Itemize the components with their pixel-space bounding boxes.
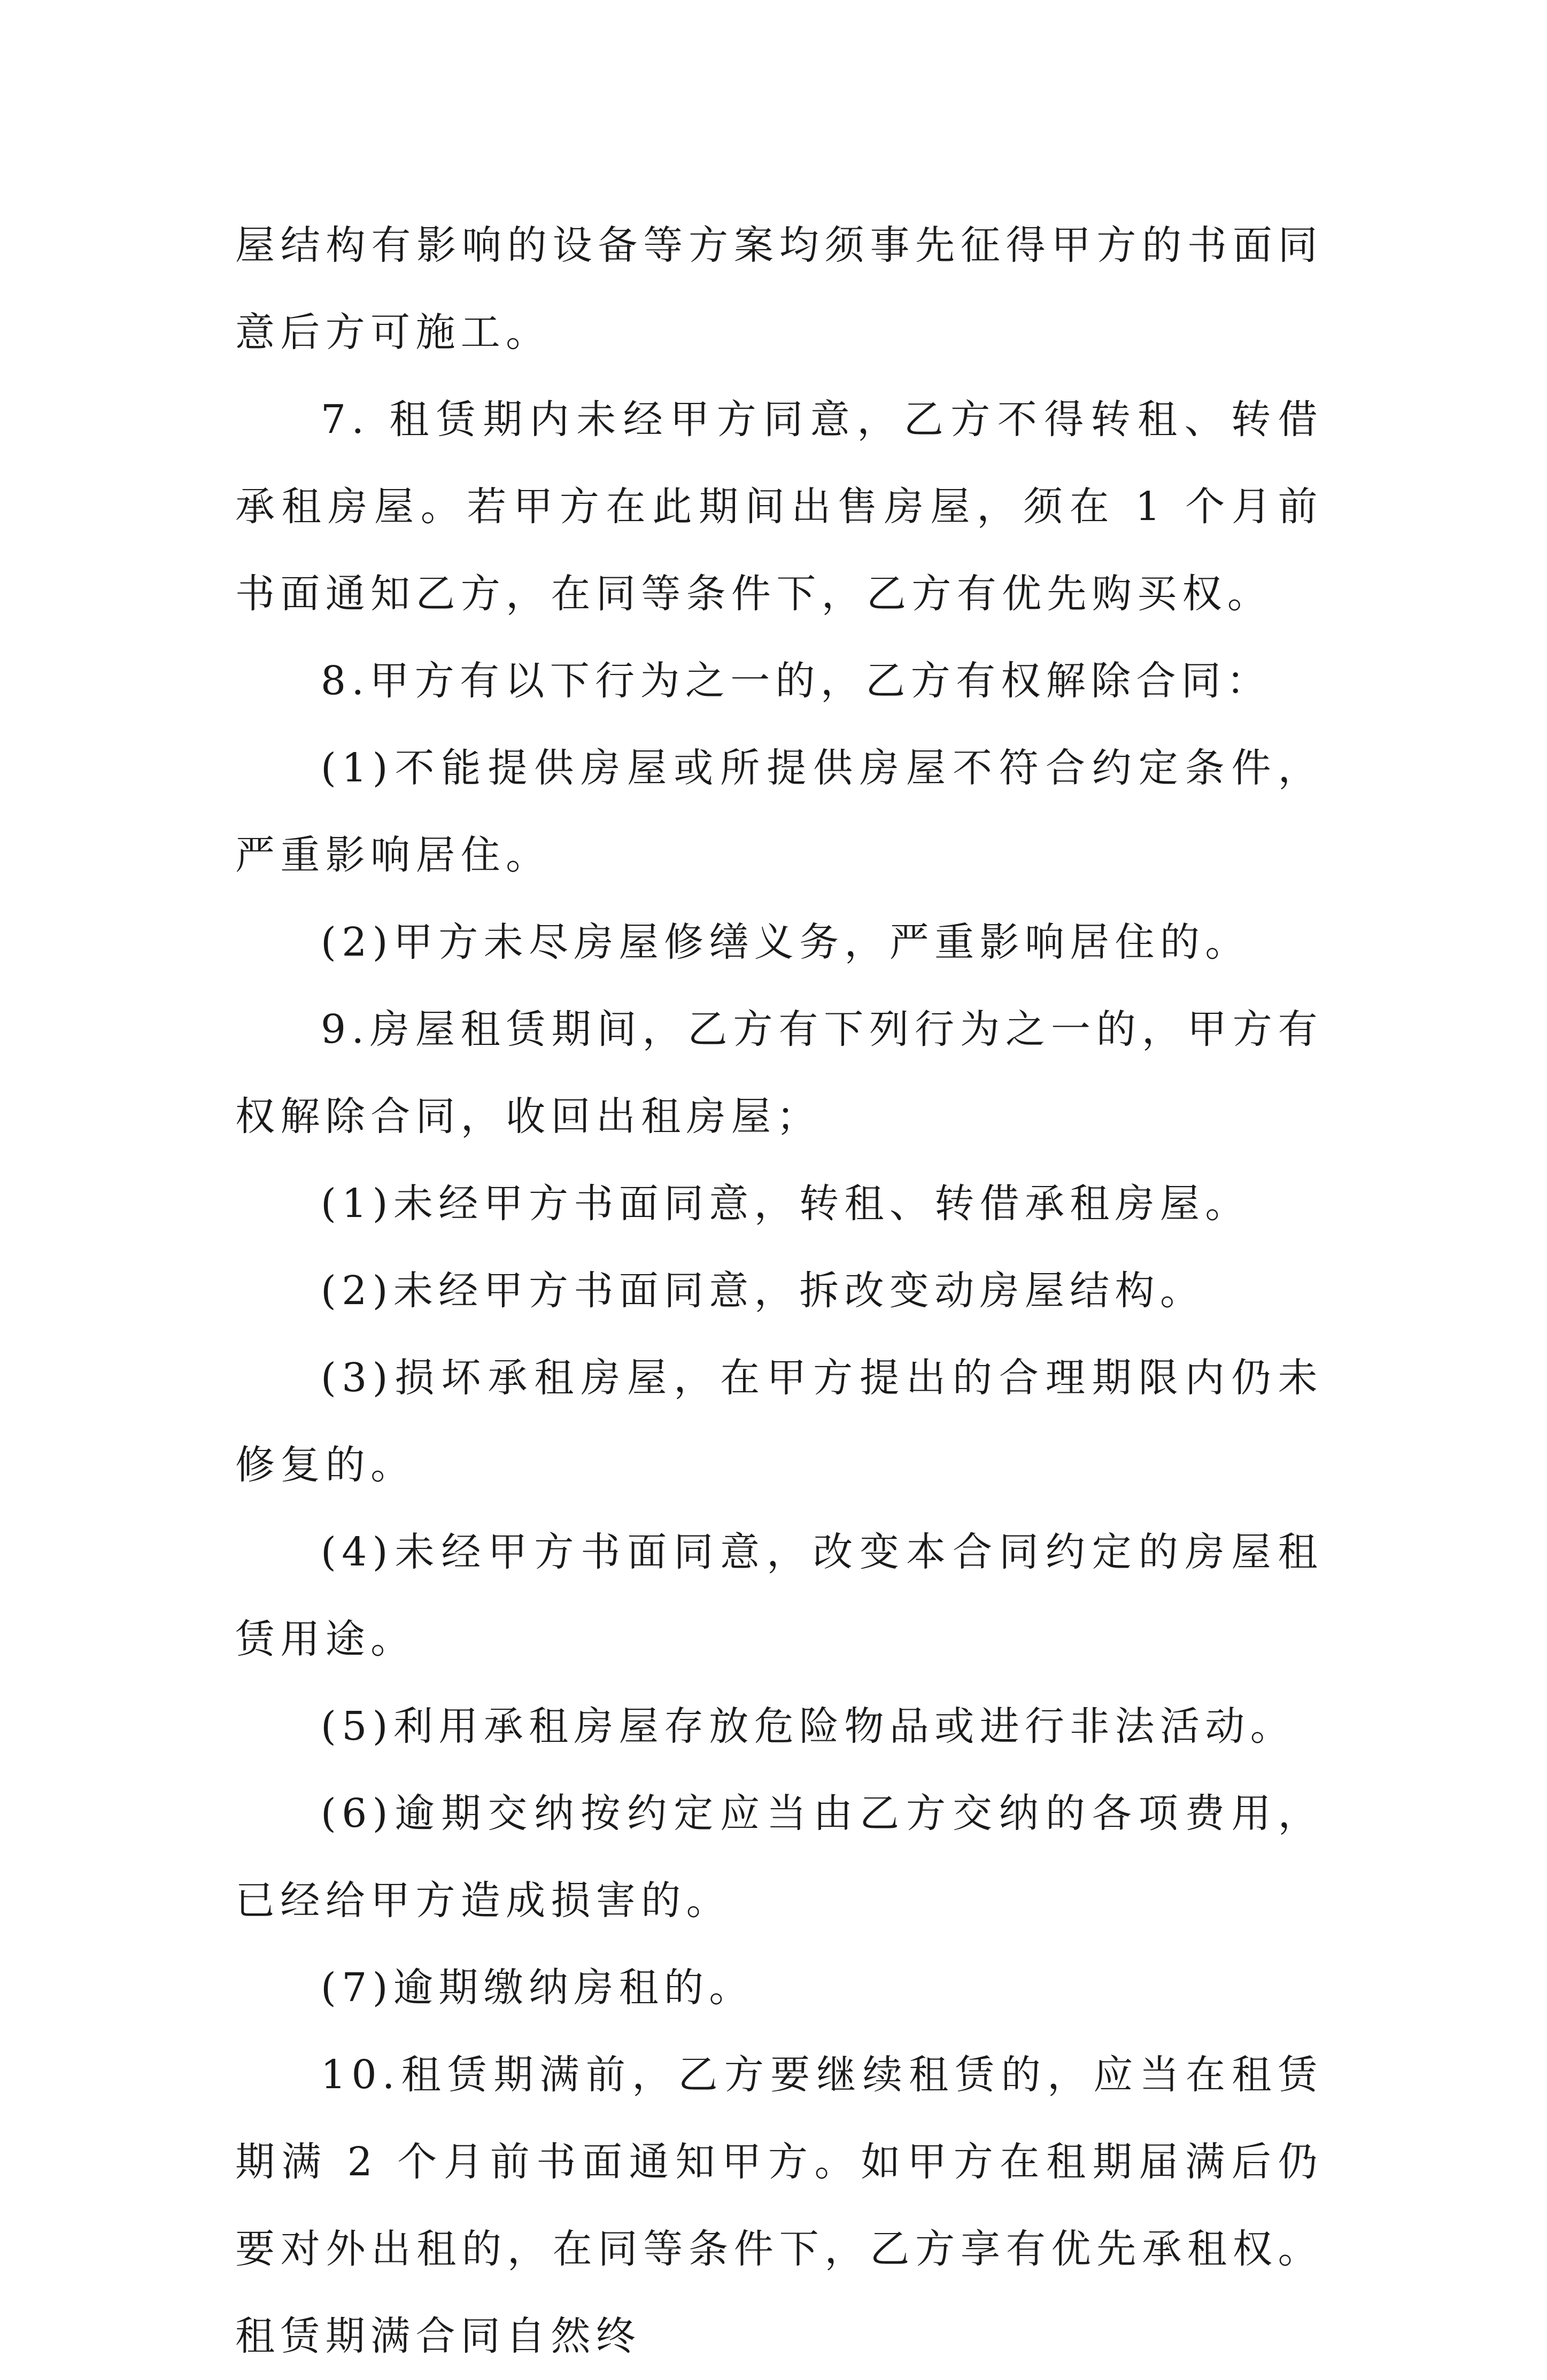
clause-9-item-4: (4)未经甲方书面同意，改变本合同约定的房屋租赁用途。 <box>235 1529 1323 1662</box>
clause-7: 7. 租赁期内未经甲方同意，乙方不得转租、转借承租房屋。若甲方在此期间出售房屋，须在 1 个月前书面通知乙方，在同等条件下，乙方有优先购买权。 <box>235 397 1323 617</box>
clause-9: 9.房屋租赁期间，乙方有下列行为之一的，甲方有权解除合同，收回出租房屋； <box>235 1006 1323 1139</box>
clause-9-item-6: (6)逾期交纳按约定应当由乙方交纳的各项费用，已经给甲方造成损害的。 <box>235 1790 1323 1924</box>
clause-8-item-1: (1)不能提供房屋或所提供房屋不符合约定条件，严重影响居住。 <box>235 745 1323 878</box>
clause-9-item-2: (2)未经甲方书面同意，拆改变动房屋结构。 <box>321 1268 1205 1314</box>
document-body <box>235 202 1323 2380</box>
clause-9-item-3: (3)损坏承租房屋，在甲方提出的合理期限内仍未修复的。 <box>235 1355 1323 1488</box>
clause-10: 10.租赁期满前，乙方要继续租赁的，应当在租赁期满 2 个月前书面通知甲方。如甲方在租期届满后仍要对外出租的，在同等条件下，乙方享有优先承租权。租赁期满合同自然终 <box>235 2052 1323 2359</box>
clause-8-item-2: (2)甲方未尽房屋修缮义务，严重影响居住的。 <box>321 919 1250 965</box>
clause-9-item-7: (7)逾期缴纳房租的。 <box>321 1965 754 2011</box>
paragraph-continuation: 屋结构有影响的设备等方案均须事先征得甲方的书面同意后方可施工。 <box>235 222 1323 355</box>
clause-9-item-5: (5)利用承租房屋存放危险物品或进行非法活动。 <box>321 1703 1296 1749</box>
clause-8: 8.甲方有以下行为之一的，乙方有权解除合同： <box>321 658 1272 704</box>
clause-9-item-1: (1)未经甲方书面同意，转租、转借承租房屋。 <box>321 1181 1250 1227</box>
